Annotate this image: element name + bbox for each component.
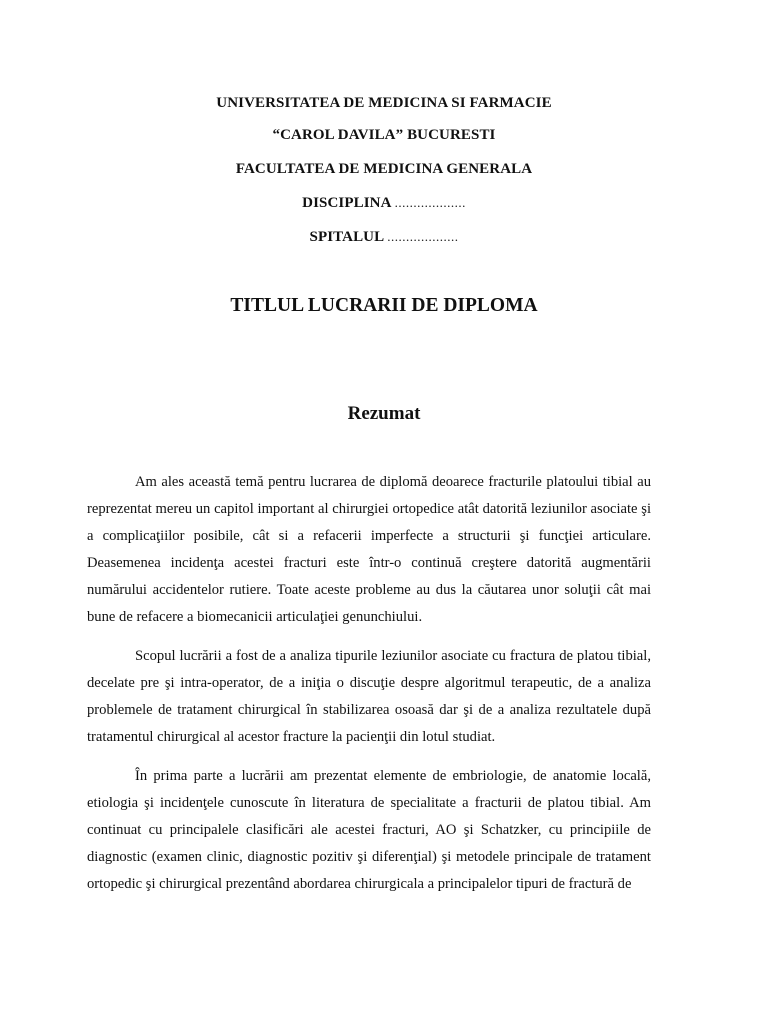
paragraph: Am ales această temă pentru lucrarea de diplomă deoarece fracturile platoului tibial au reprezentat mereu un capitol important al chirurgiei ortopedice atât datorită leziunilor asociate şi a complicaţiilor posibile, cât si a refacerii imperfecte a structurii şi funcţiei articulare. Deasemenea incidenţa acestei fracturi este într-o continuă creştere datorită augmentării numărului accidentelor rutiere. Toate aceste probleme au dus la căutarea unor soluţii cât mai bune de refacere a biomecanicii articulaţiei genunchiului.: [87, 474, 651, 625]
hospital-value: ...................: [387, 229, 459, 244]
faculty-heading: FACULTATEA DE MEDICINA GENERALA: [235, 161, 533, 177]
thesis-title: TITLUL LUCRARII DE DIPLOMA: [230, 295, 538, 316]
hospital-line: [0, 228, 768, 246]
body-text: [87, 469, 651, 910]
university-name: “CAROL DAVILA” BUCURESTI: [272, 127, 496, 143]
paragraph: Scopul lucrării a fost de a analiza tipurile leziunilor asociate cu fractura de platou tibial, decelate pre şi intra-operator, de a iniţia o discuţie despre algoritmul terapeutic, de a analiza problemele de tratament chirurgical în stabilizarea osoasă dar şi de a analiza rezultatele după tratamentul chirurgical al acestor fracture la pacienţii din lotul studiat.: [87, 648, 651, 745]
section-heading: Rezumat: [347, 403, 421, 424]
hospital-label: SPITALUL: [309, 229, 384, 245]
discipline-line: [0, 194, 768, 212]
paragraph: În prima parte a lucrării am prezentat elemente de embriologie, de anatomie locală, etiologia şi incidenţele cunoscute în literatura de specialitate a fracturii de platou tibial. Am continuat cu principalele clasificări ale acestei fracturi, AO şi Schatzker, cu principiile de diagnostic (examen clinic, diagnostic pozitiv şi diferenţial) şi metodele principale de tratament ortopedic şi chirurgical prezentând abordarea chirurgicala a principalelor tipuri de fractură de: [87, 768, 651, 892]
discipline-value: ...................: [394, 195, 466, 210]
university-heading: UNIVERSITATEA DE MEDICINA SI FARMACIE: [216, 95, 552, 111]
discipline-label: DISCIPLINA: [302, 195, 391, 211]
